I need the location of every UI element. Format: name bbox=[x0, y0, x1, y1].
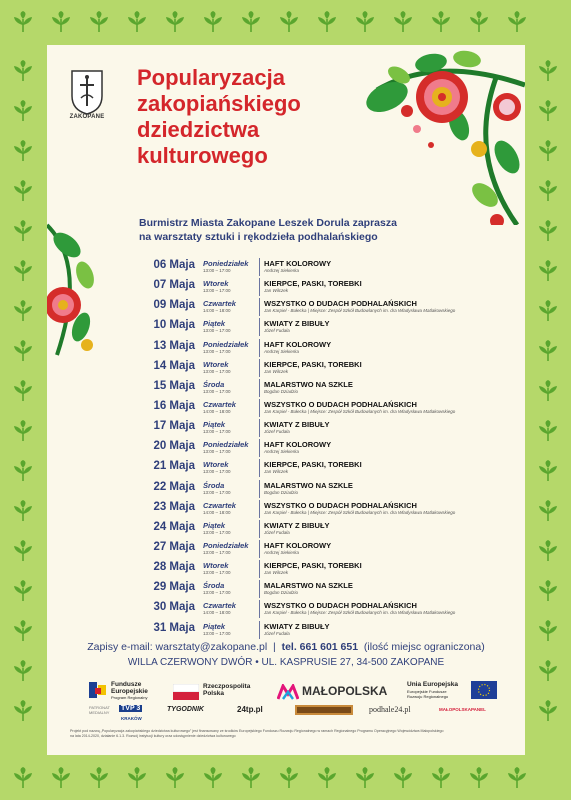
schedule-time: 13:00 – 17:00 bbox=[203, 449, 231, 455]
instructor-name: Jan Karpiel - Bułecka | Miejsce: Zespół Szkół Budowlanych im. dra Władysława Matlakowskiego bbox=[264, 610, 456, 616]
schedule-time: 13:00 – 17:00 bbox=[203, 529, 231, 535]
leaf-icon bbox=[12, 100, 34, 122]
leaf-icon bbox=[537, 700, 559, 722]
footnote-line: na lata 2014-2020, działanie 6.1.3. Rozwój instytucji kultury oraz udostępnienie dziedzictwa kulturowego bbox=[70, 734, 236, 738]
schedule-date: 07 Maja bbox=[153, 279, 195, 292]
eu-flag-icon bbox=[471, 681, 497, 699]
contact-line bbox=[47, 641, 525, 653]
leaf-icon bbox=[126, 767, 148, 789]
workshop-name: KIERPCE, PASKI, TOREBKI bbox=[264, 561, 362, 571]
leaf-icon bbox=[240, 11, 262, 33]
leaf-icon bbox=[537, 380, 559, 402]
leaf-icon bbox=[50, 11, 72, 33]
leaf-icon bbox=[12, 700, 34, 722]
schedule-day: Środa bbox=[203, 480, 225, 490]
leaf-icon bbox=[126, 11, 148, 33]
schedule-time: 13:00 – 17:00 bbox=[203, 328, 231, 334]
leaf-icon bbox=[202, 767, 224, 789]
contact-note: (ilość miejsc ograniczona) bbox=[363, 641, 485, 653]
instructor-name: Jan Karpiel - Bułecka | Miejsce: Zespół Szkół Budowlanych im. dra Władysława Matlakowskiego bbox=[264, 509, 456, 515]
polish-flag-icon bbox=[173, 684, 199, 700]
leaf-icon bbox=[537, 180, 559, 202]
ue-line1: Unia Europejska bbox=[407, 681, 458, 688]
instructor-name: Andrzej Siekierka bbox=[264, 348, 300, 354]
instructor-name: Bogdan Dziadzio bbox=[264, 388, 299, 394]
leaf-icon bbox=[12, 580, 34, 602]
schedule-day: Poniedziałek bbox=[203, 440, 249, 450]
instructor-name: Jan Wilczek bbox=[264, 469, 288, 475]
leaf-icon bbox=[537, 460, 559, 482]
schedule-row bbox=[133, 317, 513, 337]
schedule-row bbox=[133, 378, 513, 398]
patron-line2: MEDIALNY bbox=[89, 710, 110, 715]
leaf-icon bbox=[537, 580, 559, 602]
schedule-row bbox=[133, 277, 513, 297]
instructor-name: Andrzej Siekierka bbox=[264, 549, 300, 555]
leaf-icon bbox=[164, 11, 186, 33]
leaf-icon bbox=[506, 11, 528, 33]
row-divider bbox=[259, 278, 260, 296]
leaf-icon bbox=[278, 767, 300, 789]
ue-line3: Rozwoju Regionalnego bbox=[407, 694, 449, 699]
row-divider bbox=[259, 621, 260, 639]
schedule-row bbox=[133, 519, 513, 539]
funding-footnote bbox=[70, 729, 508, 739]
title-line: kulturowego bbox=[137, 143, 268, 168]
schedule-day: Wtorek bbox=[203, 460, 229, 470]
leaf-icon bbox=[537, 660, 559, 682]
fe-line3: Program Regionalny bbox=[111, 695, 148, 700]
schedule-date: 21 Maja bbox=[153, 460, 195, 473]
leaf-icon bbox=[12, 460, 34, 482]
schedule-row bbox=[133, 458, 513, 478]
partner-logo-icon bbox=[295, 705, 353, 715]
schedule-row bbox=[133, 479, 513, 499]
schedule-time: 13:00 – 17:00 bbox=[203, 570, 231, 576]
schedule-time: 13:00 – 17:00 bbox=[203, 469, 231, 475]
schedule-row bbox=[133, 579, 513, 599]
malopolskapanel-logo: MAŁOPOLSKAPANEL bbox=[439, 707, 486, 712]
workshop-name: MALARSTWO NA SZKLE bbox=[264, 581, 353, 591]
leaf-icon bbox=[354, 11, 376, 33]
leaf-icon bbox=[12, 380, 34, 402]
schedule-time: 14:00 – 18:00 bbox=[203, 408, 231, 414]
instructor-name: Jan Karpiel - Bułecka | Miejsce: Zespół Szkół Budowlanych im. dra Władysława Matlakowskiego bbox=[264, 408, 456, 414]
folk-flower-ornament-top-right bbox=[347, 45, 525, 225]
instructor-name: Andrzej Siekierka bbox=[264, 268, 300, 273]
schedule-day: Poniedziałek bbox=[203, 259, 249, 268]
tvp3-logo: TVP 3 bbox=[121, 705, 141, 712]
leaf-icon bbox=[12, 140, 34, 162]
patron-line1: PATRONAT bbox=[89, 705, 110, 710]
sponsor-logos bbox=[69, 678, 509, 728]
schedule-date: 30 Maja bbox=[153, 601, 195, 614]
malopolska-label: MAŁOPOLSKA bbox=[302, 684, 388, 698]
fundusze-europejskie-logo-icon bbox=[89, 682, 107, 698]
zakopane-crest-icon bbox=[69, 68, 105, 116]
leaf-icon bbox=[468, 11, 490, 33]
leaf-icon bbox=[537, 260, 559, 282]
workshop-name: HAFT KOLOROWY bbox=[264, 540, 332, 550]
workshop-name: MALARSTWO NA SZKLE bbox=[264, 480, 353, 490]
leaf-icon bbox=[12, 260, 34, 282]
tvp3-city: KRAKÓW bbox=[121, 716, 142, 721]
leaf-icon bbox=[164, 767, 186, 789]
leaf-icon bbox=[12, 500, 34, 522]
leaf-icon bbox=[537, 540, 559, 562]
schedule-day: Piątek bbox=[203, 621, 226, 631]
row-divider bbox=[259, 439, 260, 457]
schedule-time: 14:00 – 18:00 bbox=[203, 610, 231, 616]
workshop-name: KIERPCE, PASKI, TOREBKI bbox=[264, 279, 362, 289]
schedule-date: 20 Maja bbox=[153, 440, 195, 453]
schedule-day: Wtorek bbox=[203, 561, 229, 571]
workshop-name: WSZYSTKO O DUDACH PODHALAŃSKICH bbox=[264, 299, 417, 309]
schedule-row bbox=[133, 539, 513, 559]
leaf-icon bbox=[506, 767, 528, 789]
schedule-row bbox=[133, 398, 513, 418]
schedule-time: 13:00 – 17:00 bbox=[203, 368, 231, 374]
leaf-icon bbox=[12, 767, 34, 789]
workshop-name: KIERPCE, PASKI, TOREBKI bbox=[264, 460, 362, 470]
leaf-icon bbox=[12, 660, 34, 682]
instructor-name: Bogdan Dziadzio bbox=[264, 590, 299, 596]
schedule-time: 13:00 – 17:00 bbox=[203, 630, 231, 636]
schedule-date: 16 Maja bbox=[153, 399, 195, 412]
row-divider bbox=[259, 339, 260, 357]
instructor-name: Andrzej Siekierka bbox=[264, 449, 300, 455]
leaf-icon bbox=[12, 220, 34, 242]
leaf-icon bbox=[354, 767, 376, 789]
row-divider bbox=[259, 480, 260, 498]
workshop-name: HAFT KOLOROWY bbox=[264, 259, 332, 268]
leaf-icon bbox=[278, 11, 300, 33]
schedule-time: 13:00 – 17:00 bbox=[203, 489, 231, 495]
leaf-icon bbox=[12, 620, 34, 642]
workshop-name: KIERPCE, PASKI, TOREBKI bbox=[264, 359, 362, 369]
row-divider bbox=[259, 580, 260, 598]
row-divider bbox=[259, 540, 260, 558]
schedule-day: Czwartek bbox=[203, 399, 236, 409]
title-line: zakopiańskiego bbox=[137, 91, 301, 116]
schedule-date: 24 Maja bbox=[153, 520, 195, 533]
workshop-name: WSZYSTKO O DUDACH PODHALAŃSKICH bbox=[264, 399, 417, 409]
row-divider bbox=[259, 359, 260, 377]
schedule-date: 13 Maja bbox=[153, 339, 195, 352]
schedule-row bbox=[133, 620, 513, 640]
intro-text bbox=[139, 216, 439, 244]
workshop-name: HAFT KOLOROWY bbox=[264, 440, 332, 450]
leaf-icon bbox=[468, 767, 490, 789]
workshop-name: KWIATY Z BIBUŁY bbox=[264, 520, 330, 530]
schedule-date: 14 Maja bbox=[153, 359, 195, 372]
schedule-date: 06 Maja bbox=[153, 259, 195, 271]
title-line: dziedzictwa bbox=[137, 117, 260, 142]
workshop-name: HAFT KOLOROWY bbox=[264, 339, 332, 349]
schedule-date: 09 Maja bbox=[153, 299, 195, 312]
rp-line1: Rzeczpospolita bbox=[203, 683, 251, 690]
schedule-day: Poniedziałek bbox=[203, 339, 249, 349]
leaf-icon bbox=[12, 11, 34, 33]
instructor-name: Jan Karpiel - Bułecka | Miejsce: Zespół Szkół Budowlanych im. dra Władysława Matlakowskiego bbox=[264, 308, 456, 314]
schedule-row bbox=[133, 499, 513, 519]
schedule-row bbox=[133, 438, 513, 458]
instructor-name: Jan Wilczek bbox=[264, 368, 288, 374]
leaf-icon bbox=[430, 767, 452, 789]
schedule-date: 10 Maja bbox=[153, 319, 195, 332]
schedule-date: 29 Maja bbox=[153, 581, 195, 594]
leaf-icon bbox=[12, 340, 34, 362]
schedule-day: Piątek bbox=[203, 520, 226, 530]
workshop-name: MALARSTWO NA SZKLE bbox=[264, 379, 353, 389]
page-title bbox=[137, 65, 357, 169]
leaf-icon bbox=[316, 767, 338, 789]
leaf-icon bbox=[12, 180, 34, 202]
schedule-row bbox=[133, 599, 513, 619]
instructor-name: Jan Wilczek bbox=[264, 570, 288, 576]
leaf-icon bbox=[537, 420, 559, 442]
tygodnik-logo: TYGODNIK bbox=[167, 706, 204, 713]
leaf-icon bbox=[392, 767, 414, 789]
workshop-name: WSZYSTKO O DUDACH PODHALAŃSKICH bbox=[264, 601, 417, 611]
schedule-time: 13:00 – 17:00 bbox=[203, 429, 231, 435]
schedule-time: 13:00 – 17:00 bbox=[203, 549, 231, 555]
leaf-icon bbox=[537, 140, 559, 162]
row-divider bbox=[259, 318, 260, 336]
intro-line: Burmistrz Miasta Zakopane Leszek Dorula zaprasza bbox=[139, 217, 397, 229]
crest-label: ZAKOPANE bbox=[69, 114, 105, 120]
schedule-day: Wtorek bbox=[203, 279, 229, 289]
row-divider bbox=[259, 560, 260, 578]
footnote-line: Projekt pod nazwą „Popularyzacja zakopiańskiego dziedzictwa kulturowego” jest finansowany ze środków Europejskiego Funduszu Rozwoju Regionalnego w ramach Regionalnego Programu Operacyjnego Województwa Małopolskiego bbox=[70, 729, 444, 733]
leaf-icon bbox=[316, 11, 338, 33]
podhale24-logo: podhale24.pl bbox=[369, 705, 411, 714]
leaf-icon bbox=[240, 767, 262, 789]
leaf-icon bbox=[202, 11, 224, 33]
leaf-icon bbox=[537, 340, 559, 362]
schedule-row bbox=[133, 559, 513, 579]
workshop-name: KWIATY Z BIBUŁY bbox=[264, 319, 330, 329]
title-line: Popularyzacja bbox=[137, 65, 285, 90]
leaf-icon bbox=[12, 300, 34, 322]
intro-line: na warsztaty sztuki i rękodzieła podhalańskiego bbox=[139, 231, 378, 243]
schedule-day: Piątek bbox=[203, 319, 226, 329]
row-divider bbox=[259, 500, 260, 518]
instructor-name: Józef Fudała bbox=[264, 529, 290, 535]
leaf-icon bbox=[430, 11, 452, 33]
schedule-row bbox=[133, 297, 513, 317]
leaf-icon bbox=[537, 100, 559, 122]
workshop-name: KWIATY Z BIBUŁY bbox=[264, 621, 330, 631]
instructor-name: Józef Fudała bbox=[264, 429, 290, 435]
schedule-day: Piątek bbox=[203, 420, 226, 430]
schedule-time: 13:00 – 17:00 bbox=[203, 388, 231, 394]
leaf-icon bbox=[88, 11, 110, 33]
row-divider bbox=[259, 520, 260, 538]
malopolska-logo-icon bbox=[277, 684, 299, 700]
schedule-row bbox=[133, 358, 513, 378]
leaf-icon bbox=[537, 300, 559, 322]
ue-line2: Europejskie Fundusze bbox=[407, 689, 447, 694]
schedule-row bbox=[133, 338, 513, 358]
leaf-icon bbox=[537, 220, 559, 242]
schedule-day: Czwartek bbox=[203, 299, 236, 309]
phone-label[interactable]: tel. 661 601 651 bbox=[281, 641, 359, 653]
instructor-name: Jan Wilczek bbox=[264, 288, 288, 294]
row-divider bbox=[259, 459, 260, 477]
venue-address: WILLA CZERWONY DWÓR • UL. KASPRUSIE 27, 34-500 ZAKOPANE bbox=[127, 657, 445, 668]
leaf-icon bbox=[537, 500, 559, 522]
email-label[interactable]: Zapisy e-mail: warsztaty@zakopane.pl bbox=[87, 641, 268, 653]
schedule-time: 13:00 – 17:00 bbox=[203, 590, 231, 596]
poster-paper bbox=[47, 45, 525, 755]
workshop-name: KWIATY Z BIBUŁY bbox=[264, 420, 330, 430]
leaf-icon bbox=[50, 767, 72, 789]
schedule-day: Wtorek bbox=[203, 359, 229, 369]
schedule-date: 15 Maja bbox=[153, 379, 195, 392]
schedule-day: Środa bbox=[203, 379, 225, 389]
schedule-day: Czwartek bbox=[203, 500, 236, 510]
leaf-icon bbox=[12, 420, 34, 442]
instructor-name: Józef Fudała bbox=[264, 328, 290, 334]
row-divider bbox=[259, 298, 260, 316]
leaf-icon bbox=[12, 60, 34, 82]
row-divider bbox=[259, 258, 260, 276]
schedule-date: 28 Maja bbox=[153, 561, 195, 574]
leaf-icon bbox=[537, 620, 559, 642]
workshop-schedule bbox=[133, 257, 513, 640]
schedule-row bbox=[133, 257, 513, 277]
schedule-date: 31 Maja bbox=[153, 621, 195, 634]
instructor-name: Józef Fudała bbox=[264, 630, 290, 636]
schedule-day: Czwartek bbox=[203, 601, 236, 611]
row-divider bbox=[259, 399, 260, 417]
m24-logo: 24tp.pl bbox=[237, 705, 263, 714]
schedule-day: Poniedziałek bbox=[203, 540, 249, 550]
schedule-time: 14:00 – 18:00 bbox=[203, 308, 231, 314]
row-divider bbox=[259, 600, 260, 618]
row-divider bbox=[259, 379, 260, 397]
schedule-date: 17 Maja bbox=[153, 420, 195, 433]
schedule-date: 22 Maja bbox=[153, 480, 195, 493]
contact-separator: | bbox=[273, 641, 276, 653]
leaf-icon bbox=[537, 60, 559, 82]
schedule-time: 13:00 – 17:00 bbox=[203, 268, 231, 273]
fe-line2: Europejskie bbox=[111, 688, 148, 695]
schedule-row bbox=[133, 418, 513, 438]
schedule-date: 27 Maja bbox=[153, 540, 195, 553]
row-divider bbox=[259, 419, 260, 437]
fe-line1: Fundusze bbox=[111, 681, 142, 688]
schedule-day: Środa bbox=[203, 581, 225, 591]
rp-line2: Polska bbox=[203, 690, 224, 697]
folk-flower-ornament-left bbox=[47, 205, 107, 365]
leaf-icon bbox=[392, 11, 414, 33]
workshop-name: WSZYSTKO O DUDACH PODHALAŃSKICH bbox=[264, 500, 417, 510]
schedule-time: 14:00 – 18:00 bbox=[203, 509, 231, 515]
schedule-time: 13:00 – 17:00 bbox=[203, 348, 231, 354]
schedule-date: 23 Maja bbox=[153, 500, 195, 513]
instructor-name: Bogdan Dziadzio bbox=[264, 489, 299, 495]
schedule-time: 13:00 – 17:00 bbox=[203, 288, 231, 294]
leaf-icon bbox=[88, 767, 110, 789]
leaf-icon bbox=[12, 540, 34, 562]
